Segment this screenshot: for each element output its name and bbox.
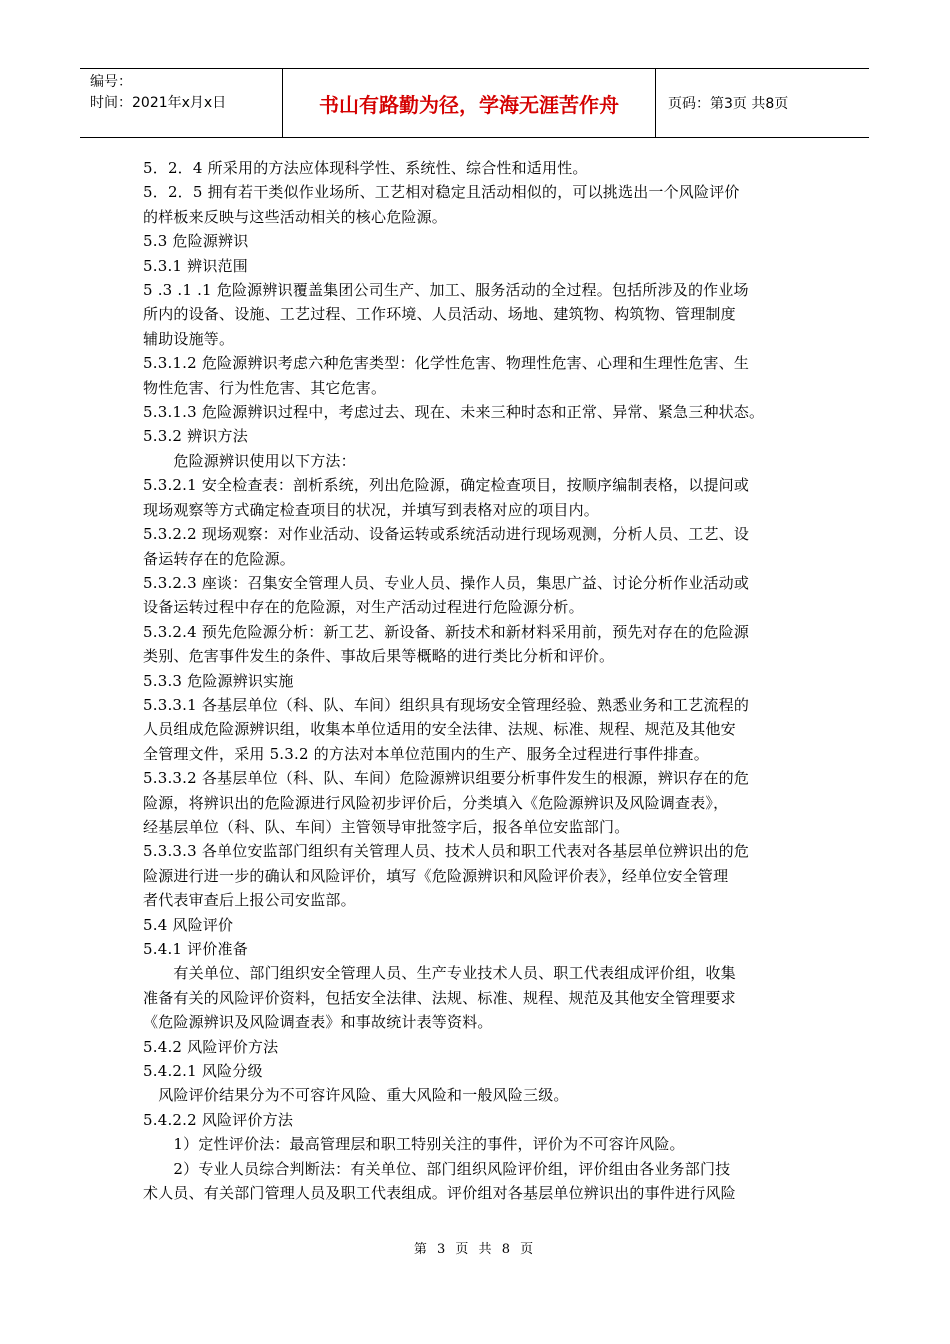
- page-footer: 第 3 页 共 8 页: [413, 1242, 537, 1257]
- body-text-line: 类别、危害事件发生的条件、事故后果等概略的进行类比分析和评价。: [143, 647, 615, 666]
- document-date-label: 时间：2021年x月x日: [90, 95, 227, 111]
- document-number-label: 编号：: [90, 74, 132, 90]
- body-text-line: 5.3.1.2 危险源辨识考虑六种危害类型：化学性危害、物理性危害、心理和生理性危害、生: [143, 354, 750, 373]
- body-text-line: 5.4.1 评价准备: [143, 940, 248, 958]
- body-text-line: 5．2．4 所采用的方法应体现科学性、系统性、综合性和适用性。: [143, 159, 588, 177]
- body-text-line: 《危险源辨识及风险调查表》和事故统计表等资料。: [143, 1013, 493, 1032]
- body-text-line: 的样板来反映与这些活动相关的核心危险源。: [143, 207, 448, 226]
- body-text-line: 术人员、有关部门管理人员及职工代表组成。评价组对各基层单位辨识出的事件进行风险: [143, 1184, 736, 1203]
- body-text-line: 准备有关的风险评价资料，包括安全法律、法规、标准、规程、规范及其他安全管理要求: [143, 988, 736, 1007]
- body-text-line: 设备运转过程中存在的危险源，对生产活动过程进行危险源分析。: [143, 598, 584, 617]
- body-text-line: 物性危害、行为性危害、其它危害。: [143, 378, 387, 397]
- body-text-line: 5.3.3 危险源辨识实施: [143, 671, 294, 690]
- body-text-line: 5.4.2.1 风险分级: [143, 1062, 263, 1081]
- page-header: [80, 68, 869, 138]
- body-text-line: 5.3.2.1 安全检查表：剖析系统，列出危险源，确定检查项目，按顺序编制表格，以提问或: [143, 476, 750, 495]
- body-text-line: 所内的设备、设施、工艺过程、工作环境、人员活动、场地、建筑物、构筑物、管理制度: [143, 305, 736, 324]
- body-text-line: 5.3.3.1 各基层单位（科、队、车间）组织具有现场安全管理经验、熟悉业务和工艺流程的: [143, 695, 750, 714]
- body-text-line: 者代表审查后上报公司安监部。: [143, 891, 356, 910]
- body-text-line: 2）专业人员综合判断法：有关单位、部门组织风险评价组，评价组由各业务部门技: [143, 1159, 731, 1178]
- body-text-line: 有关单位、部门组织安全管理人员、生产专业技术人员、职工代表组成评价组，收集: [143, 964, 736, 983]
- body-text-line: 备运转存在的危险源。: [143, 549, 296, 568]
- body-text-line: 5．2．5 拥有若干类似作业场所、工艺相对稳定且活动相似的，可以挑选出一个风险评价: [143, 183, 740, 202]
- body-text-line: 人员组成危险源辨识组，收集本单位适用的安全法律、法规、标准、规程、规范及其他安: [143, 720, 736, 739]
- body-text-line: 险源进行进一步的确认和风险评价，填写《危险源辨识和风险评价表》，经单位安全管理: [143, 866, 729, 885]
- body-text-line: 经基层单位（科、队、车间）主管领导审批签字后，报各单位安监部门。: [143, 817, 630, 836]
- body-text-line: 险源，将辨识出的危险源进行风险初步评价后，分类填入《危险源辨识及风险调查表》，: [143, 793, 729, 812]
- body-text-line: 5.3.3.2 各基层单位（科、队、车间）危险源辨识组要分析事件发生的根源，辨识存在的危: [143, 769, 750, 788]
- body-text-line: 5.3.2.4 预先危险源分析：新工艺、新设备、新技术和新材料采用前，预先对存在的危险源: [143, 622, 750, 641]
- body-text-line: 5.3.2.2 现场观察：对作业活动、设备运转或系统活动进行现场观测，分析人员、工艺、设: [143, 525, 750, 544]
- body-text-line: 危险源辨识使用以下方法：: [143, 451, 356, 470]
- document-body: [143, 156, 813, 1205]
- body-text-line: 1）定性评价法：最高管理层和职工特别关注的事件，评价为不可容许风险。: [143, 1135, 685, 1154]
- body-text-line: 5.4.2 风险评价方法: [143, 1037, 279, 1056]
- body-text-line: 5.3.3.3 各单位安监部门组织有关管理人员、技术人员和职工代表对各基层单位辨识出的危: [143, 842, 750, 861]
- header-page-number: 页码：第3页 共8页: [668, 96, 789, 112]
- body-text-line: 全管理文件，采用 5.3.2 的方法对本单位范围内的生产、服务全过程进行事件排查。: [143, 744, 709, 763]
- body-text-line: 5.4 风险评价: [143, 915, 234, 934]
- body-text-line: 现场观察等方式确定检查项目的状况，并填写到表格对应的项目内。: [143, 500, 600, 519]
- header-meta: [80, 69, 283, 137]
- body-text-line: 风险评价结果分为不可容许风险、重大风险和一般风险三级。: [143, 1086, 569, 1105]
- body-text-line: 5.3 危险源辨识: [143, 232, 249, 251]
- body-text-line: 5.3.1.3 危险源辨识过程中，考虑过去、现在、未来三种时态和正常、异常、紧急三种状态。: [143, 403, 765, 422]
- body-text-line: 5.3.2.3 座谈：召集安全管理人员、专业人员、操作人员，集思广益、讨论分析作业活动或: [143, 573, 750, 592]
- body-text-line: 辅助设施等。: [143, 329, 235, 348]
- body-text-line: 5.3.2 辨识方法: [143, 427, 248, 446]
- header-motto: 书山有路勤为径，学海无涯苦作舟: [283, 69, 656, 137]
- body-text-line: 5.4.2.2 风险评价方法: [143, 1110, 294, 1129]
- body-text-line: 5.3.1 辨识范围: [143, 256, 248, 275]
- body-text-line: 5 .3 .1 .1 危险源辨识覆盖集团公司生产、加工、服务活动的全过程。包括所涉及的作业场: [143, 281, 749, 300]
